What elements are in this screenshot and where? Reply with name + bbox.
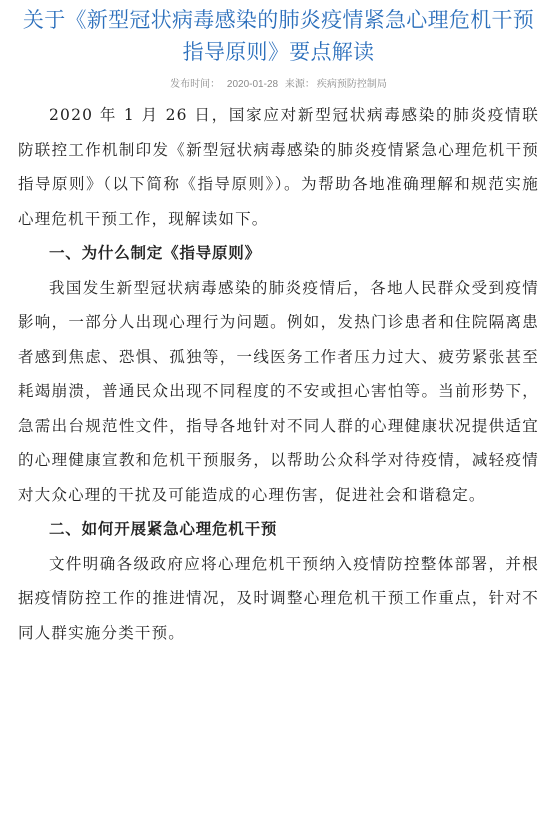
intro-paragraph: 2020 年 1 月 26 日，国家应对新型冠状病毒感染的肺炎疫情联防联控工作机制印发《新型冠状病毒感染的肺炎疫情紧急心理危机干预指导原则》（以下简称《指导原则》）。为帮助各地准确理解和规范实施心理危机干预工作，现解读如下。 bbox=[18, 106, 539, 228]
section-paragraph-1: 我国发生新型冠状病毒感染的肺炎疫情后，各地人民群众受到疫情影响，一部分人出现心理行为问题。例如，发热门诊患者和住院隔离患者感到焦虑、恐惧、孤独等，一线医务工作者压力过大、疲劳紧张甚至耗竭崩溃，普通民众出现不同程度的不安或担心害怕等。当前形势下，急需出台规范性文件，指导各地针对不同人群的心理健康状况提供适宜的心理健康宣教和危机干预服务，以帮助公众科学对待疫情，减轻疫情对大众心理的干扰及可能造成的心理伤害，促进社会和谐稳定。 bbox=[18, 278, 539, 504]
article-body bbox=[18, 98, 539, 650]
article-meta bbox=[18, 78, 539, 92]
section-heading-1: 一、为什么制定《指导原则》 bbox=[49, 244, 261, 262]
section-paragraph-2: 文件明确各级政府应将心理危机干预纳入疫情防控整体部署，并根据疫情防控工作的推进情况，及时调整心理危机干预工作重点，针对不同人群实施分类干预。 bbox=[18, 554, 539, 642]
source-name: 疾病预防控制局 bbox=[316, 79, 387, 90]
article-title: 关于《新型冠状病毒感染的肺炎疫情紧急心理危机干预指导原则》要点解读 bbox=[22, 8, 535, 64]
section-heading-2: 二、如何开展紧急心理危机干预 bbox=[49, 520, 278, 538]
article-page bbox=[0, 4, 553, 827]
published-label: 发布时间： bbox=[170, 79, 221, 90]
published-date: 2020-01-28 bbox=[226, 79, 279, 90]
source-label: 来源： bbox=[284, 79, 315, 90]
